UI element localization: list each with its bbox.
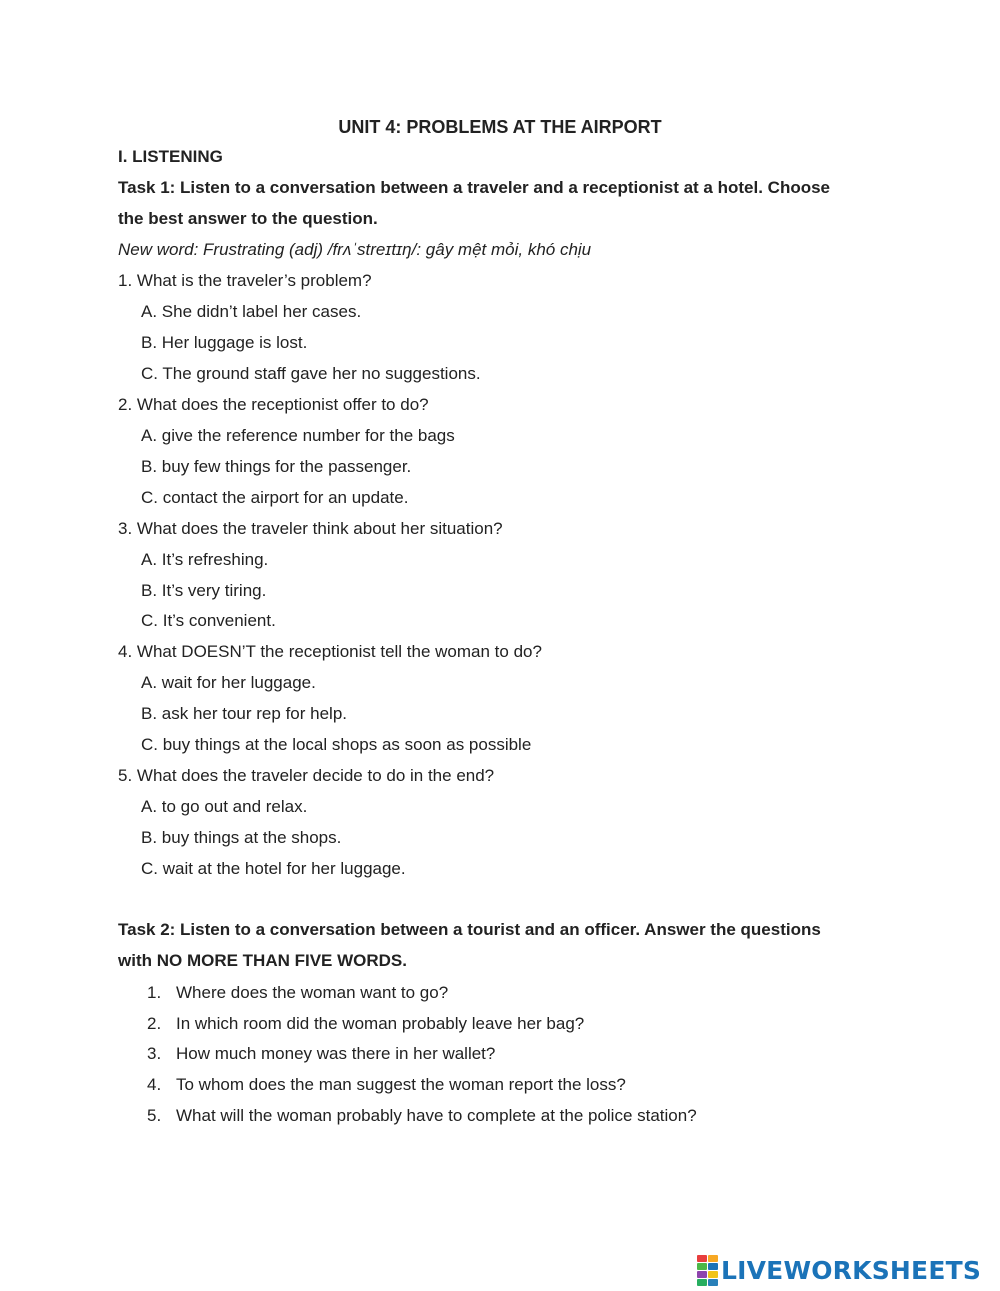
task2-question xyxy=(147,1074,626,1096)
task1-option: B. buy few things for the passenger. xyxy=(141,457,412,476)
logo-tile xyxy=(708,1271,718,1278)
task2-question-number: 1. xyxy=(147,983,162,1002)
task1-option: B. ask her tour rep for help. xyxy=(141,704,347,723)
task2-question-text: How much money was there in her wallet? xyxy=(176,1044,496,1063)
task1-question: 2. What does the receptionist offer to do? xyxy=(118,395,429,414)
task2-question xyxy=(147,1013,584,1035)
task2-question-text: What will the woman probably have to complete at the police station? xyxy=(176,1106,697,1125)
task1-option: C. contact the airport for an update. xyxy=(141,488,409,507)
page-title: UNIT 4: PROBLEMS AT THE AIRPORT xyxy=(338,117,662,137)
logo-tile xyxy=(708,1255,718,1262)
task2-question-number: 2. xyxy=(147,1014,162,1033)
task2-question-text: To whom does the man suggest the woman report the loss? xyxy=(176,1075,626,1094)
liveworksheets-logo-icon xyxy=(697,1255,718,1286)
task1-question: 1. What is the traveler’s problem? xyxy=(118,271,372,290)
task1-option: A. wait for her luggage. xyxy=(141,673,316,692)
task1-option: A. give the reference number for the bags xyxy=(141,426,455,445)
task1-heading-line2: the best answer to the question. xyxy=(118,209,378,228)
liveworksheets-logo xyxy=(697,1256,981,1284)
task1-question: 5. What does the traveler decide to do in the end? xyxy=(118,766,495,785)
task2-question xyxy=(147,982,448,1004)
task1-option: B. It’s very tiring. xyxy=(141,581,267,600)
task1-option: B. buy things at the shops. xyxy=(141,828,342,847)
task1-option: C. wait at the hotel for her luggage. xyxy=(141,859,406,878)
task2-question-number: 5. xyxy=(147,1106,162,1125)
task2-question xyxy=(147,1043,495,1065)
logo-tile xyxy=(708,1279,718,1286)
logo-tile xyxy=(697,1279,707,1286)
task1-option: A. She didn’t label her cases. xyxy=(141,302,362,321)
logo-tile xyxy=(708,1263,718,1270)
logo-tile xyxy=(697,1255,707,1262)
task1-option: C. It’s convenient. xyxy=(141,611,276,630)
section-heading: I. LISTENING xyxy=(118,147,223,166)
task1-question: 3. What does the traveler think about her situation? xyxy=(118,519,503,538)
liveworksheets-logo-text: LIVEWORKSHEETS xyxy=(721,1255,982,1285)
new-word-note: New word: Frustrating (adj) /frʌˈstreɪtɪŋ/: gây mệt mỏi, khó chịu xyxy=(118,240,592,259)
task2-heading-line2: with NO MORE THAN FIVE WORDS. xyxy=(118,951,407,970)
logo-tile xyxy=(697,1271,707,1278)
task2-question-number: 3. xyxy=(147,1044,162,1063)
task1-option: B. Her luggage is lost. xyxy=(141,333,308,352)
task2-question-text: Where does the woman want to go? xyxy=(176,983,449,1002)
logo-tile xyxy=(697,1263,707,1270)
task2-heading-line1: Task 2: Listen to a conversation between a tourist and an officer. Answer the questions xyxy=(118,920,821,939)
task1-question: 4. What DOESN’T the receptionist tell the woman to do? xyxy=(118,642,542,661)
task1-option: A. It’s refreshing. xyxy=(141,550,269,569)
task2-question xyxy=(147,1105,697,1127)
task1-option: C. buy things at the local shops as soon as possible xyxy=(141,735,532,754)
task1-option: C. The ground staff gave her no suggestions. xyxy=(141,364,481,383)
task2-question-number: 4. xyxy=(147,1075,162,1094)
task2-question-text: In which room did the woman probably leave her bag? xyxy=(176,1014,585,1033)
task1-heading-line1: Task 1: Listen to a conversation between a traveler and a receptionist at a hotel. Choose xyxy=(118,178,830,197)
task1-option: A. to go out and relax. xyxy=(141,797,308,816)
